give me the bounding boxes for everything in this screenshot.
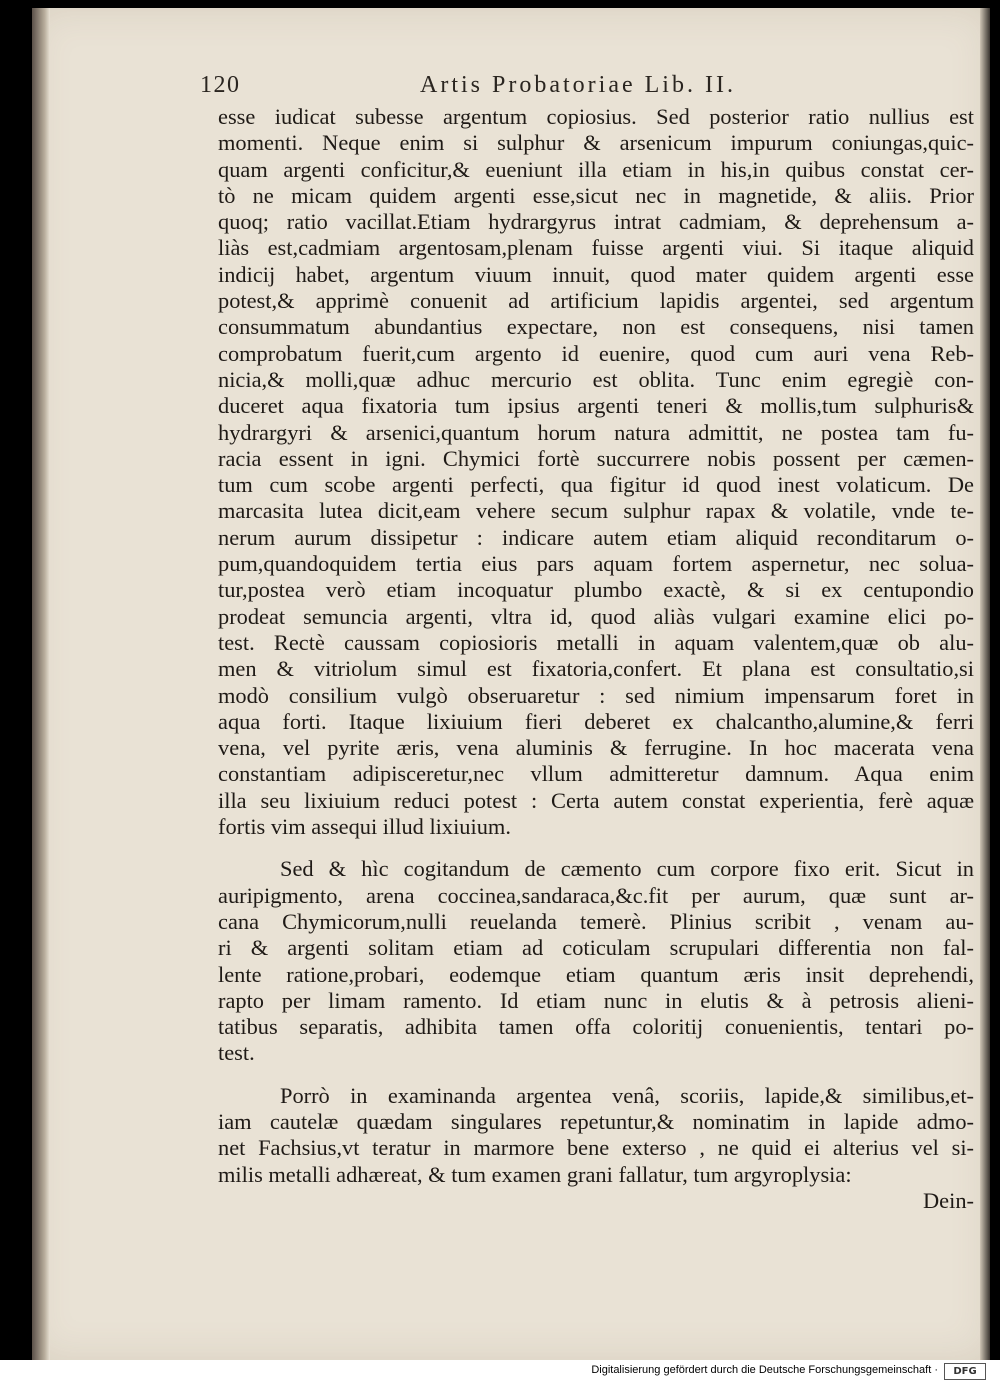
text-line: quam argenti conficitur,& eueniunt illa etiam in his,in quibus constat cer- bbox=[218, 156, 974, 182]
page-spine-shadow bbox=[32, 8, 50, 1360]
page-number: 120 bbox=[200, 72, 241, 98]
page-header bbox=[200, 72, 920, 102]
text-line: test. bbox=[218, 1040, 255, 1066]
text-line: nicia,& molli,quæ adhuc mercurio est oblita. Tunc enim egregiè con- bbox=[218, 366, 974, 392]
text-line: auripigmento, arena coccinea,sandaraca,&c.fit per aurum, quæ sunt ar- bbox=[218, 882, 974, 908]
paragraph-3 bbox=[218, 1083, 974, 1188]
text-line: comprobatum fuerit,cum argento id euenire, quod cum auri vena Reb- bbox=[218, 340, 974, 366]
text-line: hydrargyri & arsenici,quantum horum natura admittit, ne postea tam fu- bbox=[218, 419, 974, 445]
text-line: rapto per limam ramento. Id etiam nunc in elutis & à petrosis alieni- bbox=[218, 987, 974, 1013]
text-line: vena, vel pyrite æris, vena aluminis & ferrugine. In hoc macerata vena bbox=[218, 735, 974, 761]
text-line: duceret aqua fixatoria tum ipsius argenti teneri & mollis,tum sulphuris& bbox=[218, 393, 974, 419]
text-line: test. Rectè caussam copiosioris metalli in aquam valentem,quæ ob alu- bbox=[218, 629, 974, 655]
text-line: modò consilium vulgò obseruaretur : sed nimium impensarum foret in bbox=[218, 682, 974, 708]
text-line: constantiam adipisceretur,nec vllum admitteretur damnum. Aqua enim bbox=[218, 761, 974, 787]
text-line: iam cautelæ quædam singulares repetuntur,& nominatim in lapide admo- bbox=[218, 1108, 974, 1134]
text-line: illa seu lixiuium reduci potest : Certa autem constat experientia, ferè aquæ bbox=[218, 787, 974, 813]
footer-credit: Digitalisierung gefördert durch die Deutsche Forschungsgemeinschaft · bbox=[591, 1364, 938, 1376]
text-line: tur,postea verò etiam incoquatur plumbo exactè, & si ex centupondio bbox=[218, 577, 974, 603]
page-edge-shadow bbox=[980, 8, 990, 1360]
text-line: Porrò in examinanda argentea venâ, scoriis, lapide,& similibus,et- bbox=[280, 1082, 974, 1108]
dfg-logo: DFG bbox=[944, 1363, 986, 1380]
text-line: potest,& apprimè conuenit ad artificium lapidis argentei, sed argentum bbox=[218, 288, 974, 314]
running-title: Artis Probatoriae Lib. II. bbox=[420, 72, 736, 98]
text-line: aqua forti. Itaque lixiuium fieri deberet ex chalcantho,alumine,& ferri bbox=[218, 708, 974, 734]
text-line: momenti. Neque enim si sulphur & arsenicum impurum coniungas,quic- bbox=[218, 130, 974, 156]
paragraph-2 bbox=[218, 856, 974, 1066]
text-line: men & vitriolum simul est fixatoria,confert. Et plana est consultatio,si bbox=[218, 656, 974, 682]
text-line: liàs est,cadmiam argentosam,plenam fuisse argenti viui. Si itaque aliquid bbox=[218, 235, 974, 261]
text-line: ri & argenti solitam etiam ad coticulam scrupulari differentia non fal- bbox=[218, 935, 974, 961]
body-text bbox=[218, 104, 974, 1214]
paragraph-1 bbox=[218, 104, 974, 840]
text-line: tatibus separatis, adhibita tamen offa coloritij conuenientis, tentari po- bbox=[218, 1014, 974, 1040]
text-line: net Fachsius,vt teratur in marmore bene exterso , ne quid ei alterius vel si- bbox=[218, 1135, 974, 1161]
catchword: Dein- bbox=[923, 1187, 974, 1213]
text-line: cana Chymicorum,nulli reuelanda temerè. Plinius scribit , venam au- bbox=[218, 908, 974, 934]
text-line: Sed & hìc cogitandum de cæmento cum corpore fixo erit. Sicut in bbox=[280, 856, 974, 882]
text-line: prodeat semuncia argenti, vltra id, quod aliàs vulgari examine elici po- bbox=[218, 603, 974, 629]
text-line: tò ne micam quidem argenti esse,sicut nec in magnetide, & aliis. Prior bbox=[218, 182, 974, 208]
digitization-footer bbox=[0, 1360, 1000, 1381]
text-line: lente ratione,probari, eodemque etiam quantum æris insit deprehendi, bbox=[218, 961, 974, 987]
text-line: indicij habet, argentum viuum innuit, quod mater quidem argenti esse bbox=[218, 261, 974, 287]
text-line: marcasita lutea dicit,eam vehere secum sulphur rapax & volatile, vnde te- bbox=[218, 498, 974, 524]
text-line: milis metalli adhæreat, & tum examen grani fallatur, tum argyroplysia: bbox=[218, 1161, 852, 1187]
text-line: pum,quandoquidem tertia eius pars aquam fortem aspernetur, nec solua- bbox=[218, 551, 974, 577]
text-line: fortis vim assequi illud lixiuium. bbox=[218, 814, 511, 840]
text-line: quoq; ratio vacillat.Etiam hydrargyrus intrat cadmiam, & deprehensum a- bbox=[218, 209, 974, 235]
text-line: tum cum scobe argenti perfecti, qua figitur id quod inest volaticum. De bbox=[218, 472, 974, 498]
text-line: nerum aurum dissipetur : indicare autem etiam aliquid reconditarum o- bbox=[218, 524, 974, 550]
text-line: consummatum abundantius expectare, non est consequens, nisi tamen bbox=[218, 314, 974, 340]
text-line: racia essent in igni. Chymici fortè succurrere nobis possent per cæmen- bbox=[218, 445, 974, 471]
text-line: esse iudicat subesse argentum copiosius. Sed posterior ratio nullius est bbox=[218, 104, 974, 129]
